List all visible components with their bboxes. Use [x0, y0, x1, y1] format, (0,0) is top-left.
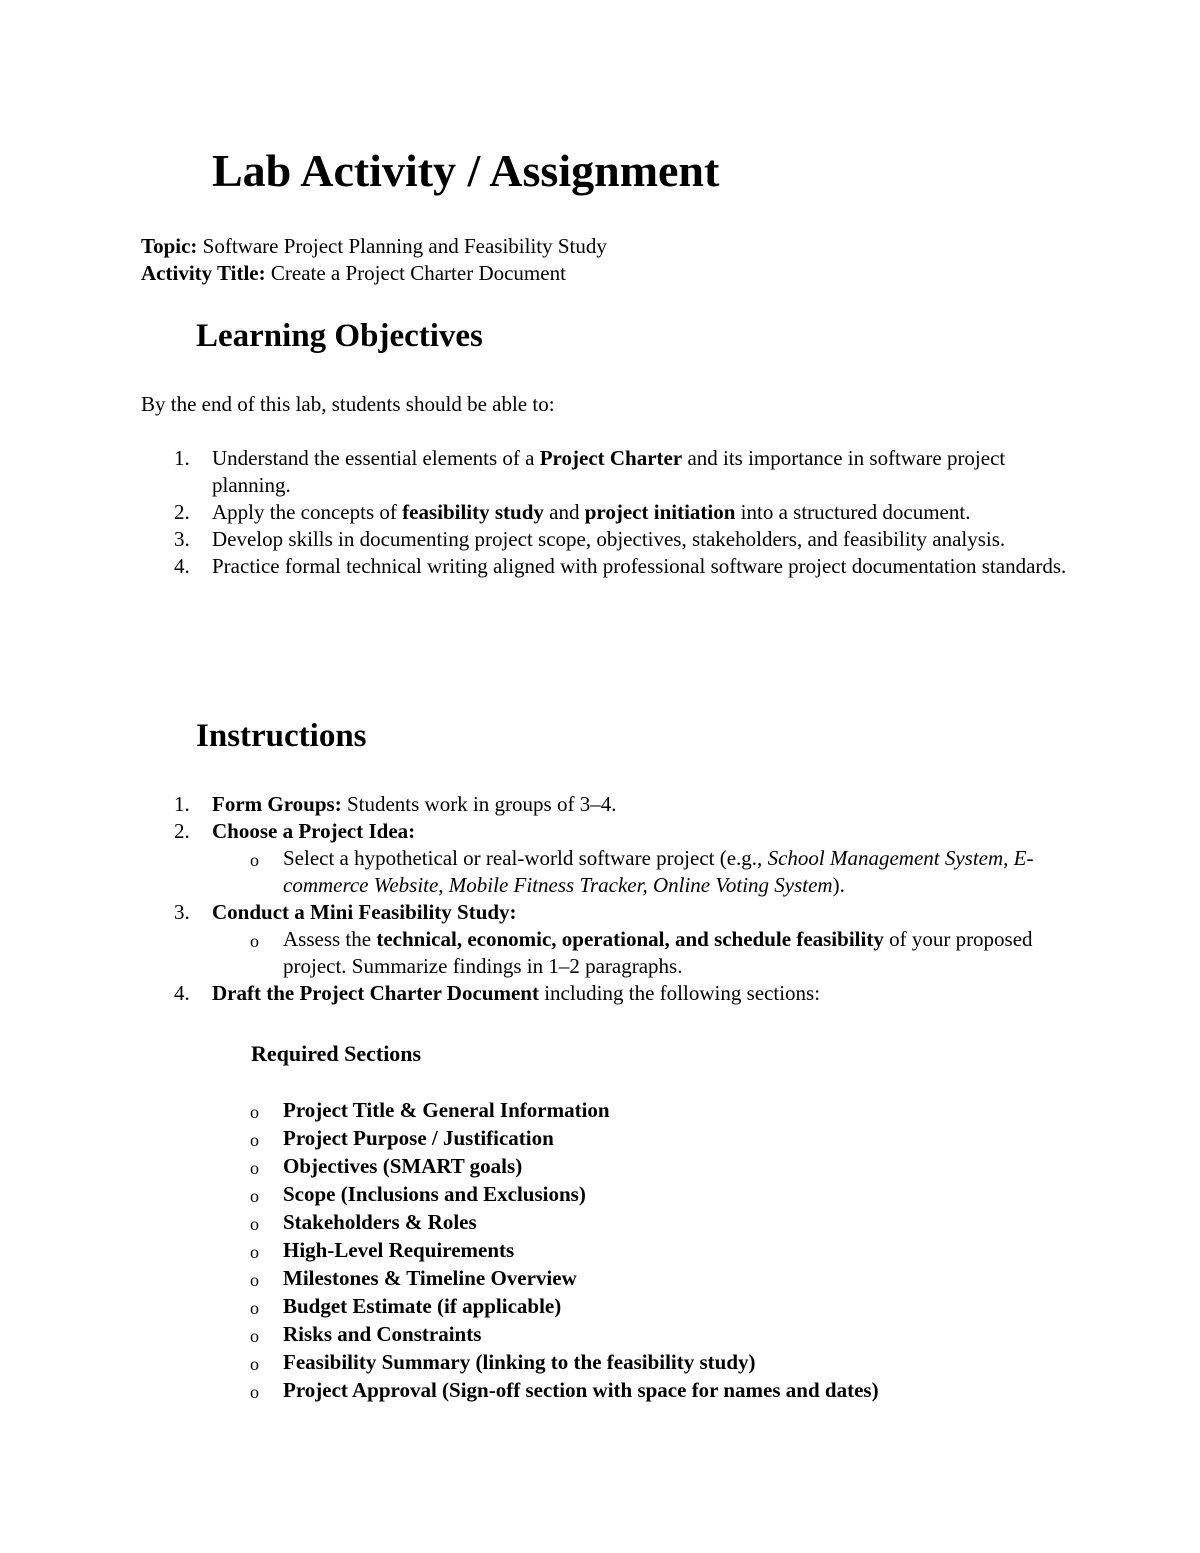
item-text: Develop skills in documenting project scope, objectives, stakeholders, and feasibility analysis. — [212, 527, 1006, 551]
list-number: 3. — [174, 527, 190, 551]
sub-list-item — [212, 845, 1070, 899]
list-item — [0, 980, 1070, 1007]
item-text: into a structured document. — [735, 500, 971, 524]
bullet-icon: o — [250, 1158, 259, 1178]
list-item — [250, 1292, 879, 1320]
list-number: 3. — [174, 900, 190, 924]
list-item — [0, 526, 1070, 553]
bullet-icon: o — [250, 1326, 259, 1346]
activity-title-label: Activity Title: — [141, 261, 266, 285]
activity-title-line — [141, 260, 566, 287]
list-number: 2. — [174, 500, 190, 524]
item-text: Project Approval (Sign-off section with space for names and dates) — [283, 1378, 879, 1402]
bullet-icon: o — [250, 931, 259, 951]
learning-objectives-heading: Learning Objectives — [196, 318, 483, 354]
list-number: 4. — [174, 981, 190, 1005]
item-text: Students work in groups of 3–4. — [341, 792, 617, 816]
item-text: Risks and Constraints — [283, 1322, 482, 1346]
bullet-icon: o — [250, 850, 259, 870]
list-item — [250, 1348, 879, 1376]
bullet-icon: o — [250, 1186, 259, 1206]
item-emphasis: Conduct a Mini Feasibility Study: — [212, 900, 517, 924]
item-text: Stakeholders & Roles — [283, 1210, 477, 1234]
list-item — [250, 1096, 879, 1124]
bullet-icon: o — [250, 1354, 259, 1374]
item-emphasis: Form Groups: — [212, 792, 342, 816]
item-emphasis: Choose a Project Idea: — [212, 819, 416, 843]
list-item — [250, 1264, 879, 1292]
activity-title-value: Create a Project Charter Document — [270, 261, 566, 285]
list-item — [250, 1180, 879, 1208]
topic-line — [141, 233, 607, 260]
item-text: Scope (Inclusions and Exclusions) — [283, 1182, 586, 1206]
instructions-heading: Instructions — [196, 718, 367, 754]
objectives-intro: By the end of this lab, students should be able to: — [141, 392, 555, 416]
objectives-list — [0, 445, 1070, 580]
item-text: Understand the essential elements of a — [212, 446, 540, 470]
item-text: Project Title & General Information — [283, 1098, 610, 1122]
list-number: 1. — [174, 446, 190, 470]
list-item — [0, 899, 1070, 980]
list-item — [250, 1320, 879, 1348]
sub-list-item — [212, 926, 1070, 980]
list-item — [250, 1208, 879, 1236]
item-text: Feasibility Summary (linking to the feasibility study) — [283, 1350, 756, 1374]
list-item — [250, 1152, 879, 1180]
item-text: and — [543, 500, 585, 524]
list-number: 2. — [174, 819, 190, 843]
item-text: Assess the — [283, 927, 377, 951]
item-text: of your proposed project. Summarize findings in 1–2 paragraphs. — [283, 927, 1033, 978]
item-text: Project Purpose / Justification — [283, 1126, 554, 1150]
item-emphasis: project initiation — [584, 500, 736, 524]
item-emphasis: Draft the Project Charter Document — [212, 981, 539, 1005]
bullet-icon: o — [250, 1382, 259, 1402]
item-text: High-Level Requirements — [283, 1238, 515, 1262]
list-item — [250, 1236, 879, 1264]
item-emphasis: technical, economic, operational, and schedule feasibility — [376, 927, 884, 951]
item-text: Select a hypothetical or real-world software project (e.g., — [283, 846, 768, 870]
item-examples: School Management System, E-commerce Website, Mobile Fitness Tracker, Online Voting System — [283, 846, 1034, 897]
bullet-icon: o — [250, 1242, 259, 1262]
sub-list — [212, 845, 1070, 899]
item-text: including the following sections: — [538, 981, 821, 1005]
item-text: ). — [832, 873, 845, 897]
bullet-icon: o — [250, 1270, 259, 1290]
list-item — [250, 1124, 879, 1152]
page-title: Lab Activity / Assignment — [212, 145, 720, 196]
list-number: 4. — [174, 554, 190, 578]
item-text: Objectives (SMART goals) — [283, 1154, 523, 1178]
sub-list — [212, 926, 1070, 980]
instructions-list — [0, 791, 1070, 1007]
list-item — [0, 791, 1070, 818]
bullet-icon: o — [250, 1214, 259, 1234]
required-sections-list — [250, 1096, 879, 1404]
list-item — [0, 818, 1070, 899]
item-text: Budget Estimate (if applicable) — [283, 1294, 562, 1318]
item-text: Apply the concepts of — [212, 500, 403, 524]
topic-value: Software Project Planning and Feasibility Study — [202, 234, 607, 258]
list-item — [0, 553, 1070, 580]
topic-label: Topic: — [141, 234, 198, 258]
item-text: and its importance in software project planning. — [212, 446, 1006, 497]
list-item — [250, 1376, 879, 1404]
list-number: 1. — [174, 792, 190, 816]
item-text: Milestones & Timeline Overview — [283, 1266, 577, 1290]
bullet-icon: o — [250, 1130, 259, 1150]
required-sections-heading: Required Sections — [251, 1041, 422, 1066]
item-emphasis: feasibility study — [402, 500, 544, 524]
item-text: Practice formal technical writing aligned with professional software project documentation standards. — [212, 554, 1067, 578]
list-item — [0, 445, 1070, 499]
bullet-icon: o — [250, 1298, 259, 1318]
bullet-icon: o — [250, 1102, 259, 1122]
item-emphasis: Project Charter — [539, 446, 683, 470]
list-item — [0, 499, 1070, 526]
